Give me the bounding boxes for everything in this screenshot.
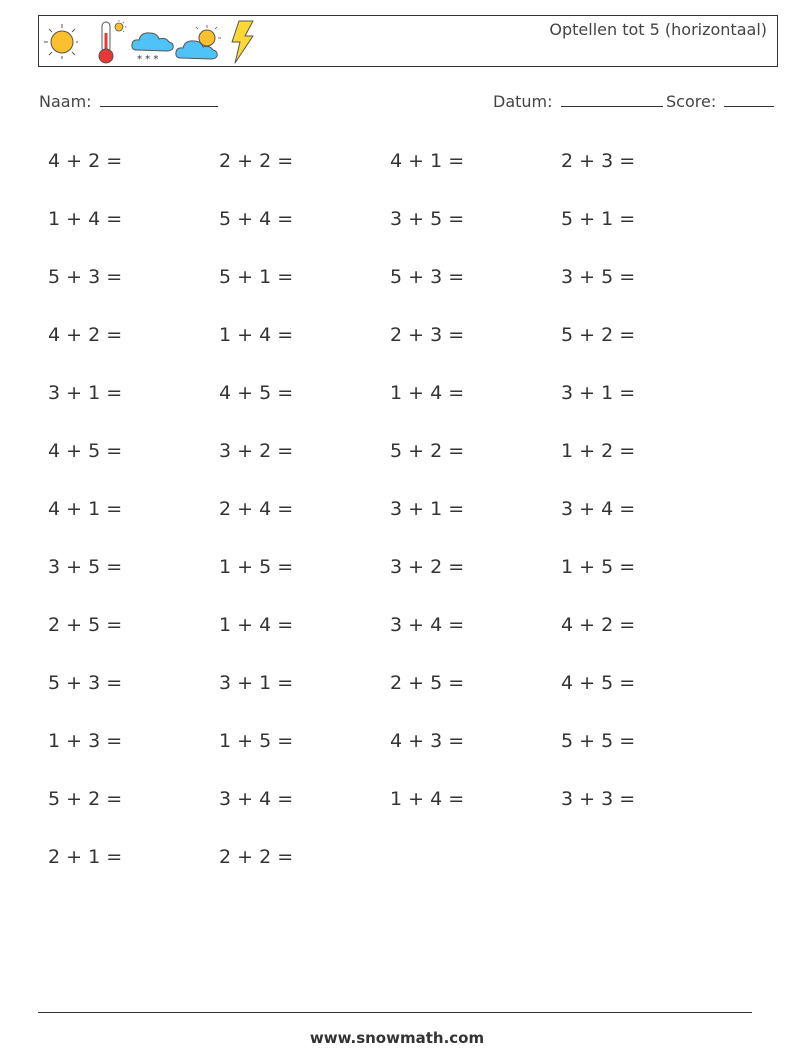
problem-item: 2 + 2 = bbox=[219, 846, 294, 868]
problem-item: 3 + 5 = bbox=[48, 556, 123, 578]
problem-item: 5 + 3 = bbox=[48, 266, 123, 288]
footer-url: www.snowmath.com bbox=[309, 1029, 485, 1047]
score-label: Score: bbox=[666, 92, 717, 111]
sun-cloud-icon bbox=[175, 24, 223, 62]
worksheet-title: Optellen tot 5 (horizontaal) bbox=[549, 20, 767, 39]
problem-item: 2 + 5 = bbox=[48, 614, 123, 636]
score-blank[interactable] bbox=[724, 92, 774, 107]
name-blank[interactable] bbox=[100, 92, 218, 107]
problem-item: 3 + 1 = bbox=[561, 382, 636, 404]
problem-item: 2 + 4 = bbox=[219, 498, 294, 520]
lightning-icon bbox=[227, 19, 257, 65]
score-field bbox=[666, 92, 774, 111]
problem-item: 3 + 3 = bbox=[561, 788, 636, 810]
problem-item: 3 + 1 = bbox=[390, 498, 465, 520]
problem-item: 3 + 4 = bbox=[561, 498, 636, 520]
problem-item: 2 + 2 = bbox=[219, 150, 294, 172]
problem-item: 3 + 1 = bbox=[219, 672, 294, 694]
problem-item: 1 + 4 = bbox=[48, 208, 123, 230]
problem-item: 2 + 5 = bbox=[390, 672, 465, 694]
problem-item: 4 + 1 = bbox=[48, 498, 123, 520]
date-blank[interactable] bbox=[561, 92, 663, 107]
date-field bbox=[493, 92, 663, 111]
problem-item: 3 + 5 = bbox=[390, 208, 465, 230]
problem-item: 2 + 3 = bbox=[390, 324, 465, 346]
problem-item: 1 + 5 = bbox=[561, 556, 636, 578]
date-label: Datum: bbox=[493, 92, 553, 111]
footer-divider bbox=[38, 1012, 752, 1013]
problem-item: 4 + 2 = bbox=[48, 150, 123, 172]
problem-item: 1 + 5 = bbox=[219, 730, 294, 752]
problem-item: 1 + 4 = bbox=[390, 788, 465, 810]
problem-item: 1 + 2 = bbox=[561, 440, 636, 462]
problem-item: 5 + 2 = bbox=[48, 788, 123, 810]
problem-item: 4 + 2 = bbox=[48, 324, 123, 346]
problem-item: 4 + 3 = bbox=[390, 730, 465, 752]
header-box bbox=[38, 15, 778, 67]
problem-item: 1 + 4 = bbox=[219, 324, 294, 346]
problem-item: 4 + 5 = bbox=[561, 672, 636, 694]
problem-item: 4 + 5 = bbox=[219, 382, 294, 404]
problem-item: 3 + 2 = bbox=[219, 440, 294, 462]
problem-item: 1 + 5 = bbox=[219, 556, 294, 578]
sun-icon bbox=[43, 22, 79, 60]
name-label: Naam: bbox=[39, 92, 92, 111]
problem-item: 4 + 1 = bbox=[390, 150, 465, 172]
problem-item: 3 + 2 = bbox=[390, 556, 465, 578]
problem-item: 5 + 3 = bbox=[48, 672, 123, 694]
problem-item: 4 + 5 = bbox=[48, 440, 123, 462]
problem-item: 1 + 4 = bbox=[219, 614, 294, 636]
problem-item: 1 + 4 = bbox=[390, 382, 465, 404]
problem-item: 1 + 3 = bbox=[48, 730, 123, 752]
name-field bbox=[39, 92, 218, 111]
problem-item: 5 + 4 = bbox=[219, 208, 294, 230]
problem-item: 5 + 2 = bbox=[390, 440, 465, 462]
problem-item: 2 + 3 = bbox=[561, 150, 636, 172]
problem-item: 5 + 3 = bbox=[390, 266, 465, 288]
problem-item: 3 + 1 = bbox=[48, 382, 123, 404]
snow-cloud-icon bbox=[129, 24, 177, 64]
problem-item: 5 + 2 = bbox=[561, 324, 636, 346]
svg-text:* * *: * * * bbox=[137, 54, 159, 64]
problem-item: 3 + 4 = bbox=[219, 788, 294, 810]
problem-item: 5 + 5 = bbox=[561, 730, 636, 752]
problem-item: 3 + 5 = bbox=[561, 266, 636, 288]
problem-item: 5 + 1 = bbox=[219, 266, 294, 288]
problem-item: 4 + 2 = bbox=[561, 614, 636, 636]
thermometer-icon bbox=[95, 19, 127, 65]
problem-item: 2 + 1 = bbox=[48, 846, 123, 868]
problem-item: 5 + 1 = bbox=[561, 208, 636, 230]
problem-item: 3 + 4 = bbox=[390, 614, 465, 636]
